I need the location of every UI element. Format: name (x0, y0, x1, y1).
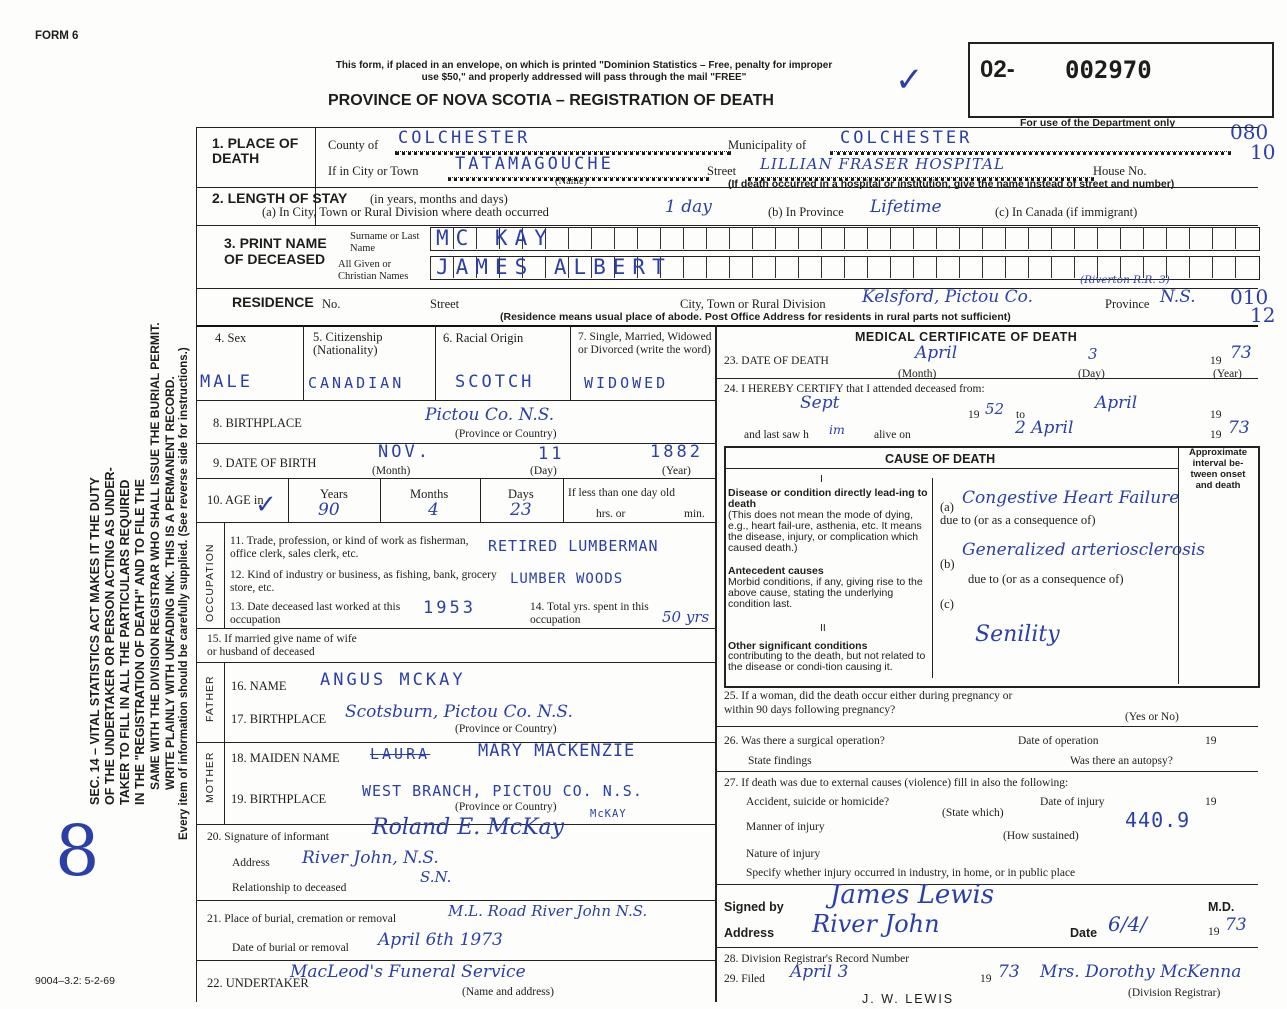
min-label: min. (684, 508, 705, 520)
mother-maiden-struck-value: LAURA (370, 745, 431, 763)
approx-interval-label: Approximate interval be-tween onset and death (1188, 447, 1248, 491)
mother-maiden-label: 18. MAIDEN NAME (231, 751, 340, 765)
disease-label: Disease or condition directly lead-ing to death (728, 487, 928, 510)
side-notice-line: IN THE "REGISTRATION OF DEATH" AND TO FILE THE (133, 479, 147, 805)
stay-units-label: (in years, months and days) (370, 192, 508, 206)
informant-address-value: River John, N.S. (302, 848, 439, 868)
filed-date-value: April 3 (790, 962, 849, 982)
date-of-death-label: 23. DATE OF DEATH (724, 355, 829, 367)
cause-b-label: (b) (940, 557, 955, 571)
findings-label: State findings (748, 755, 812, 767)
mail-notice-line: This form, if placed in an envelope, on which is printed "Dominion Statistics – Free, penalty for improper (335, 60, 833, 71)
dob-day-value: 11 (538, 444, 565, 464)
due-to-label: due to (or as a consequence of) (968, 572, 1124, 586)
cause-a-value: Congestive Heart Failure (962, 488, 1180, 508)
other-significant-note: contributing to the death, but not related to the disease or condi-tion causing it. (728, 650, 926, 673)
checkmark-icon: ✓ (255, 490, 277, 520)
divider (380, 478, 381, 522)
father-name-value: ANGUS MCKAY (320, 670, 466, 690)
physician-address-value: River John (812, 910, 940, 938)
name-address-sublabel: (Name and address) (462, 986, 554, 998)
side-notice-line: WRITE PLAINLY WITH UNFADING INK. THIS IS A PERMANENT RECORD. (163, 376, 177, 790)
citizenship-value: CANADIAN (308, 374, 405, 392)
sex-value: MALE (200, 372, 253, 392)
year-prefix: 19 (1210, 429, 1222, 441)
name-sublabel: (Name) (555, 176, 588, 187)
trade-value: RETIRED LUMBERMAN (488, 537, 659, 555)
industry-value: LUMBER WOODS (510, 571, 624, 587)
year-prefix: 19 (1208, 926, 1220, 938)
city-town-value: TATAMAGOUCHE (455, 154, 614, 174)
registration-prefix: 02- (980, 56, 1015, 83)
dob-label: 9. DATE OF BIRTH (213, 456, 317, 470)
last-worked-label: 13. Date deceased last worked at this occupation (230, 601, 401, 626)
age-label: 10. AGE in (207, 493, 264, 507)
how-sustained-sublabel: (How sustained) (1003, 830, 1079, 842)
married-name-label: 15. If married give name of wife or husband of deceased (207, 633, 357, 658)
dept-code: 080 (1230, 120, 1269, 144)
residence-province-value: N.S. (1160, 287, 1196, 307)
dob-year-value: 1882 (650, 442, 703, 462)
divider (196, 127, 1258, 128)
attend-to-value: April (1095, 393, 1138, 413)
disease-note: (This does not mean the mode of dying, e.g., heart fail-ure, asthenia, etc. It means the disease, injury, or complication which caused death.) (728, 509, 922, 554)
year-prefix: 19 (968, 409, 980, 421)
woman-question-label: 25. If a woman, did the death occur either during pregnancy or within 90 days following pregnancy? (724, 690, 1013, 716)
dept-code: 10 (1250, 140, 1276, 164)
racial-label: 6. Racial Origin (443, 331, 524, 345)
cause-c-label: (c) (940, 597, 954, 611)
total-yrs-label: 14. Total yrs. spent in this occupation (530, 601, 649, 626)
divider (715, 726, 1258, 727)
mother-maiden-value: MARY MACKENZIE (478, 741, 636, 761)
mother-birthplace-label: 19. BIRTHPLACE (231, 792, 327, 806)
municipality-value: COLCHESTER (840, 128, 973, 148)
month-sublabel: (Month) (898, 368, 937, 380)
divider (196, 478, 715, 479)
less-day-label: If less than one day old (568, 487, 675, 499)
divider (224, 742, 225, 824)
registrar-stamp: J. W. LEWIS (862, 992, 955, 1006)
residence-label: RESIDENCE (232, 294, 314, 310)
stay-a-label: (a) In City, Town or Rural Division where death occurred (262, 205, 549, 219)
divider (196, 325, 1258, 327)
residence-city-value: Kelsford, Pictou Co. (862, 287, 1033, 307)
year-sublabel: (Year) (1213, 368, 1242, 380)
residence-note: (Residence means usual place of abode. Post Office Address for residents in rural parts not sufficient) (500, 311, 1011, 323)
house-no-label: House No. (1093, 164, 1147, 178)
year-sublabel: (Year) (662, 465, 691, 477)
stay-b-label: (b) In Province (768, 205, 844, 219)
year-prefix: 19 (1205, 735, 1217, 747)
other-condition-value: Senility (975, 622, 1060, 647)
divider (196, 662, 715, 663)
informant-signature: Roland E. McKay (372, 815, 565, 840)
side-notice-line: TAKER TO FILL IN ALL THE PARTICULARS REQUIRED (118, 479, 132, 805)
part-two-label: II (820, 622, 826, 634)
year-prefix: 19 (1205, 796, 1217, 808)
cause-of-death-heading: CAUSE OF DEATH (885, 452, 996, 466)
prov-country-sublabel: (Province or Country) (455, 723, 557, 735)
hospital-note: (If death occurred in a hospital or institution, give the name instead of street and number) (728, 178, 1175, 190)
last-saw-him-value: im (829, 422, 845, 437)
dob-month-value: NOV. (378, 442, 431, 462)
father-birthplace-label: 17. BIRTHPLACE (231, 712, 327, 726)
divider (1178, 446, 1179, 684)
external-causes-label: 27. If death was due to external causes (violence) fill in also the following: (724, 777, 1069, 789)
filed-label: 29. Filed (724, 973, 765, 985)
divider (196, 400, 715, 401)
hrs-or-label: hrs. or (596, 508, 626, 520)
signed-by-label: Signed by (724, 900, 784, 914)
prov-country-sublabel: (Province or Country) (455, 428, 557, 440)
alive-on-label: alive on (874, 429, 911, 441)
attend-from-year-value: 52 (985, 400, 1005, 418)
divider (196, 742, 715, 743)
last-saw-year-value: 73 (1228, 418, 1250, 438)
total-yrs-value: 50 yrs (662, 608, 710, 626)
mother-birthplace-value: WEST BRANCH, PICTOU CO. N.S. (362, 782, 643, 800)
surname-label: Surname or Last Name (350, 231, 420, 254)
divider (715, 325, 717, 1002)
antecedent-note: Morbid conditions, if any, giving rise to the above cause, stating the underlying condition last. (728, 576, 923, 610)
specify-label: Specify whether injury occurred in industry, in home, or in public place (746, 867, 1076, 879)
divider (715, 378, 1258, 379)
last-worked-value: 1953 (423, 598, 476, 618)
prov-country-sublabel: (Province or Country) (455, 801, 557, 813)
death-year-value: 73 (1230, 343, 1252, 363)
municipality-label: Municipality of (728, 138, 807, 152)
months-sublabel: Months (410, 487, 449, 501)
divider (288, 478, 289, 522)
divider (724, 468, 1178, 469)
divider (932, 478, 933, 678)
street-label: Street (707, 164, 737, 178)
year-prefix: 19 (1210, 409, 1222, 421)
city-town-label: If in City or Town (328, 164, 419, 178)
registration-number: 002970 (1065, 56, 1152, 84)
citizenship-label: 5. Citizenship (Nationality) (313, 330, 383, 357)
mail-notice-line: use $50," and properly addressed will pass through the mail "FREE" (421, 72, 747, 83)
date-of-operation-label: Date of operation (1018, 735, 1099, 747)
racial-value: SCOTCH (455, 372, 535, 392)
res-street-label: Street (430, 297, 460, 311)
side-notice-line: OF THE UNDERTAKER OR PERSON ACTING AS UNDER- (103, 467, 117, 805)
dept-use-label: For use of the Department only (1020, 117, 1176, 129)
street-value: LILLIAN FRASER HOSPITAL (760, 155, 1005, 173)
letter-grid (430, 227, 1258, 249)
registrar-record-label: 28. Division Registrar's Record Number (724, 953, 910, 965)
part-one-label: I (820, 473, 823, 485)
relationship-label: Relationship to deceased (232, 882, 347, 894)
dept-code: 12 (1250, 303, 1276, 327)
other-significant-label: Other significant conditions (728, 640, 868, 652)
surname-value: MC KAY (436, 226, 554, 250)
father-birthplace-value: Scotsburn, Pictou Co. N.S. (345, 702, 573, 722)
father-name-label: 16. NAME (231, 679, 287, 693)
last-saw-value: 2 April (1015, 418, 1074, 438)
res-city-label: City, Town or Rural Division (680, 297, 826, 311)
marital-value: WIDOWED (584, 374, 669, 392)
divider (196, 960, 715, 961)
due-to-label: due to (or as a consequence of) (940, 513, 1096, 527)
age-days-value: 23 (510, 500, 532, 520)
filed-year-value: 73 (998, 962, 1020, 982)
mail-notice (224, 60, 944, 84)
stay-a-value: 1 day (665, 197, 712, 217)
days-sublabel: Days (508, 487, 534, 501)
informant-address-label: Address (232, 857, 270, 869)
birthplace-value: Pictou Co. N.S. (425, 405, 555, 425)
registrar-signature: Mrs. Dorothy McKenna (1040, 962, 1242, 982)
cause-a-label: (a) (940, 500, 954, 514)
stay-b-value: Lifetime (870, 197, 942, 217)
year-prefix: 19 (980, 973, 992, 985)
physician-signature: James Lewis (830, 880, 995, 910)
certify-label: 24. I HEREBY CERTIFY that I attended deceased from: (724, 383, 985, 395)
industry-label: 12. Kind of industry or business, as fishing, bank, grocery store, etc. (230, 569, 497, 594)
physician-address-label: Address (724, 926, 775, 940)
divider (196, 900, 715, 901)
undertaker-label: 22. UNDERTAKER (207, 976, 309, 990)
given-names-value: JAMES ALBERT (436, 255, 672, 279)
divider (196, 127, 197, 1002)
print-code: 9004–3.2: 5-2-69 (35, 975, 115, 987)
length-of-stay-label: 2. LENGTH OF STAY (212, 190, 348, 206)
nature-label: Nature of injury (746, 848, 821, 860)
accident-label: Accident, suicide or homicide? (746, 796, 890, 808)
page-title: PROVINCE OF NOVA SCOTIA – REGISTRATION OF DEATH (328, 92, 774, 109)
residence-note-value: (Riverton R.R. 3) (1080, 274, 1170, 286)
sign-year-value: 73 (1225, 915, 1247, 935)
burial-place-value: M.L. Road River John N.S. (448, 902, 648, 920)
relationship-value: S.N. (420, 868, 452, 886)
to-label: to (1016, 409, 1025, 421)
mother-side-label: MOTHER (204, 751, 216, 803)
res-no-label: No. (322, 297, 341, 311)
divider (715, 771, 1258, 772)
divider (196, 443, 715, 444)
registration-number-box (968, 42, 1274, 118)
county-value: COLCHESTER (398, 128, 531, 148)
md-label: M.D. (1208, 900, 1235, 914)
divider (224, 522, 225, 628)
trade-label: 11. Trade, profession, or kind of work as fisherman, office clerk, sales clerk, etc. (230, 535, 469, 560)
attend-from-value: Sept (800, 393, 840, 413)
burial-place-label: 21. Place of burial, cremation or removal (207, 913, 397, 925)
divider (480, 478, 481, 522)
occupation-side-label: OCCUPATION (204, 543, 216, 622)
given-names-label: All Given or Christian Names (338, 259, 409, 282)
informant-note-value: McKAY (590, 808, 627, 820)
divider (303, 325, 304, 400)
father-side-label: FATHER (204, 675, 216, 722)
death-day-value: 3 (1088, 345, 1098, 363)
informant-label: 20. Signature of informant (207, 831, 330, 843)
divider (196, 288, 1258, 289)
divider (196, 225, 1258, 226)
form-label: FORM 6 (35, 30, 79, 42)
divider (224, 662, 225, 742)
divider (196, 628, 715, 629)
age-months-value: 4 (428, 500, 439, 520)
divider (563, 478, 564, 522)
birthplace-label: 8. BIRTHPLACE (213, 416, 302, 430)
age-years-value: 90 (318, 500, 340, 520)
cause-b-value: Generalized arteriosclerosis (962, 540, 1206, 560)
side-notice-line: SAME WITH THE DIVISION REGISTRAR WHO SHALL ISSUE THE BURIAL PERMIT. (148, 322, 162, 790)
divider (435, 325, 436, 400)
antecedent-label: Antecedent causes (728, 565, 824, 577)
place-of-death-label: 1. PLACE OF DEATH (212, 135, 299, 166)
surgical-label: 26. Was there a surgical operation? (724, 735, 885, 747)
day-sublabel: (Day) (530, 465, 557, 477)
month-sublabel: (Month) (372, 465, 411, 477)
last-saw-label: and last saw h (744, 429, 809, 441)
margin-mark: 8 (55, 810, 100, 892)
death-month-value: April (915, 343, 958, 363)
manner-label: Manner of injury (746, 821, 825, 833)
division-registrar-sublabel: (Division Registrar) (1128, 987, 1221, 999)
county-label: County of (328, 138, 379, 152)
side-notice-line: Every item of information should be carefully supplied. (See reverse side for instructions.) (178, 347, 190, 840)
autopsy-label: Was there an autopsy? (1070, 755, 1173, 767)
medical-cert-heading: MEDICAL CERTIFICATE OF DEATH (855, 330, 1078, 344)
dept-code: 010 (1230, 285, 1269, 309)
print-name-label: 3. PRINT NAME OF DECEASED (224, 235, 327, 267)
undertaker-value: MacLeod's Funeral Service (290, 962, 526, 982)
side-notice-line: SEC. 14 – VITAL STATISTICS ACT MAKES IT THE DUTY (88, 477, 102, 805)
sign-date-value: 6/4/ (1108, 912, 1147, 936)
years-sublabel: Years (320, 487, 348, 501)
marital-label: 7. Single, Married, Widowed or Divorced (write the word) (578, 331, 712, 356)
day-sublabel: (Day) (1078, 368, 1105, 380)
divider (715, 947, 1258, 948)
sex-label: 4. Sex (215, 331, 247, 345)
yes-no-sublabel: (Yes or No) (1125, 711, 1179, 723)
sign-date-label: Date (1070, 926, 1098, 940)
manner-code-value: 440.9 (1125, 808, 1191, 832)
checkmark-icon: ✓ (895, 60, 924, 100)
burial-date-value: April 6th 1973 (378, 930, 503, 950)
divider (196, 522, 715, 523)
divider (570, 325, 571, 400)
state-which-sublabel: (State which) (942, 807, 1004, 819)
burial-date-label: Date of burial or removal (232, 942, 349, 954)
date-of-injury-label: Date of injury (1040, 796, 1105, 808)
stay-c-label: (c) In Canada (if immigrant) (995, 205, 1138, 219)
res-province-label: Province (1105, 297, 1150, 311)
